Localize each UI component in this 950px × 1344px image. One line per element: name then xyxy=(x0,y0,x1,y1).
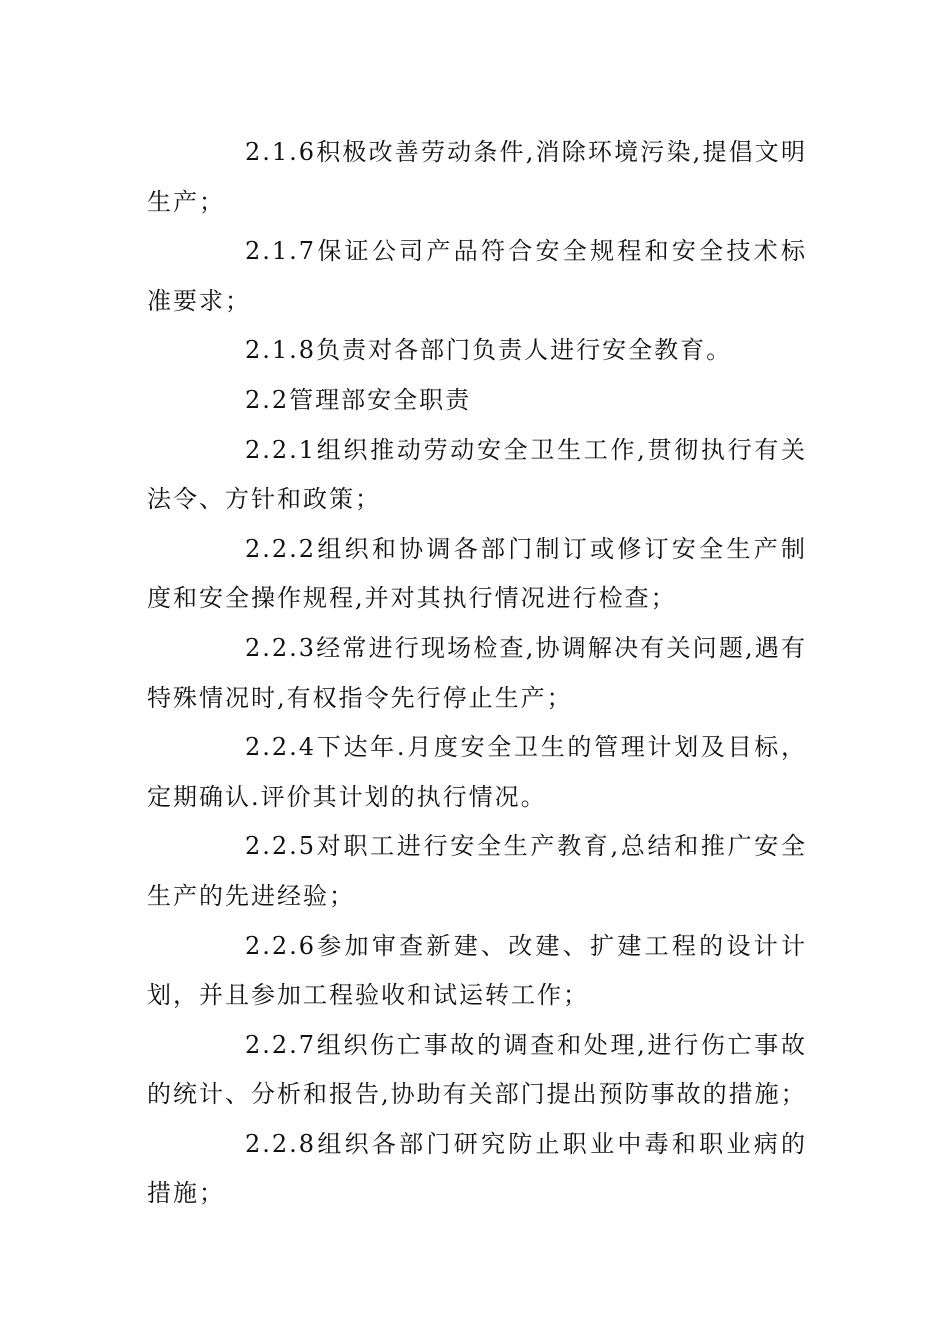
paragraph-2-2-1: 2.2.1组织推动劳动安全卫生工作,贯彻执行有关法令、方针和政策； xyxy=(147,435,807,514)
paragraph-2-1-8: 2.1.8负责对各部门负责人进行安全教育。 xyxy=(245,336,733,365)
section-heading-2-2: 2.2管理部安全职责 xyxy=(245,385,472,414)
paragraph-2-1-7: 2.1.7保证公司产品符合安全规程和安全技术标准要求； xyxy=(147,237,807,315)
paragraph-2-2-3: 2.2.3经常进行现场检查,协调解决有关问题,遇有特殊情况时,有权指令先行停止生产； xyxy=(147,633,807,712)
paragraph-2-2-7: 2.2.7组织伤亡事故的调查和处理,进行伤亡事故的统计、分析和报告,协助有关部门提出预防事故的措施； xyxy=(147,1030,807,1109)
document-body xyxy=(147,128,807,1219)
paragraph-2-2-4: 2.2.4下达年.月度安全卫生的管理计划及目标，定期确认.评价其计划的执行情况。 xyxy=(147,733,807,811)
paragraph-2-2-2: 2.2.2组织和协调各部门制订或修订安全生产制度和安全操作规程,并对其执行情况进行检查； xyxy=(147,534,807,613)
paragraph-2-2-8: 2.2.8组织各部门研究防止职业中毒和职业病的措施； xyxy=(147,1129,807,1208)
paragraph-2-2-5: 2.2.5对职工进行安全生产教育,总结和推广安全生产的先进经验； xyxy=(147,832,807,910)
paragraph-2-2-6: 2.2.6参加审查新建、改建、扩建工程的设计计划，并且参加工程验收和试运转工作； xyxy=(147,931,807,1010)
paragraph-2-1-6: 2.1.6积极改善劳动条件,消除环境污染,提倡文明生产； xyxy=(147,138,807,216)
